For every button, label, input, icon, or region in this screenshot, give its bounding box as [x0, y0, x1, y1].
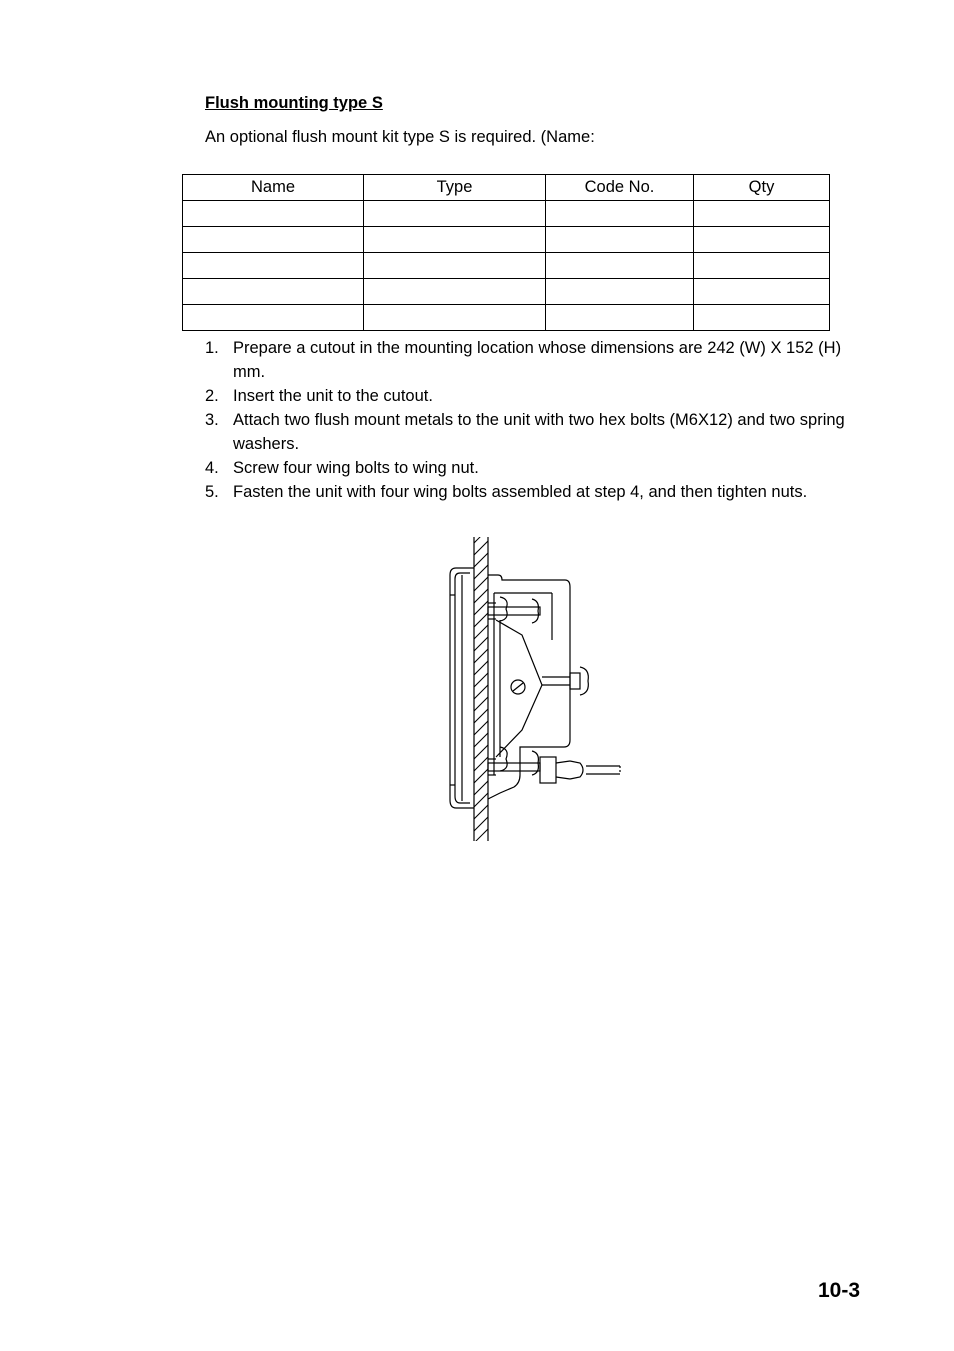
list-item — [205, 456, 870, 480]
unit-bezel — [450, 568, 474, 808]
step-number: 1. — [205, 339, 219, 357]
header-type: Type — [364, 175, 546, 201]
step-text: Insert the unit to the cutout. — [233, 387, 433, 405]
table-cell — [183, 253, 364, 279]
list-item — [205, 384, 870, 408]
intro-text: An optional flush mount kit type S is required. (Name: — [205, 128, 595, 146]
table-cell — [694, 201, 830, 227]
parts-table — [182, 174, 830, 331]
mounting-panel — [460, 535, 502, 845]
table-row — [183, 253, 830, 279]
table-cell — [694, 227, 830, 253]
table-header-row — [183, 175, 830, 201]
list-item — [205, 336, 870, 384]
step-number: 2. — [205, 387, 219, 405]
wing-bolt-upper — [488, 597, 540, 623]
flush-mount-metal — [496, 620, 570, 757]
header-name: Name — [183, 175, 364, 201]
hex-bolt — [511, 680, 525, 694]
table-row — [183, 201, 830, 227]
table-cell — [546, 253, 694, 279]
step-text: Fasten the unit with four wing bolts assembled at step 4, and then tighten nuts. — [233, 483, 808, 501]
header-code-no: Code No. — [546, 175, 694, 201]
wing-bolt-lower — [488, 747, 540, 775]
step-number: 4. — [205, 459, 219, 477]
step-text: Screw four wing bolts to wing nut. — [233, 459, 479, 477]
section-heading: Flush mounting type S — [205, 94, 383, 112]
table-row — [183, 227, 830, 253]
table-cell — [694, 279, 830, 305]
table-cell — [364, 305, 546, 331]
list-item — [205, 480, 870, 504]
cable-connector — [540, 757, 620, 783]
table-cell — [546, 279, 694, 305]
table-cell — [183, 305, 364, 331]
table-cell — [694, 253, 830, 279]
table-cell — [364, 279, 546, 305]
table-cell — [546, 227, 694, 253]
table-row — [183, 305, 830, 331]
step-text: Prepare a cutout in the mounting location whose dimensions are 242 (W) X 152 (H) mm. — [233, 339, 842, 381]
table-cell — [183, 279, 364, 305]
table-cell — [183, 227, 364, 253]
flush-mount-diagram — [440, 535, 630, 845]
table-cell — [694, 305, 830, 331]
table-cell — [546, 305, 694, 331]
step-number: 5. — [205, 483, 219, 501]
wing-nut-side — [570, 667, 588, 695]
table-row — [183, 279, 830, 305]
table-cell — [364, 227, 546, 253]
table-cell — [183, 201, 364, 227]
page-number: 10-3 — [818, 1279, 861, 1302]
list-item — [205, 408, 870, 456]
header-qty: Qty — [694, 175, 830, 201]
step-text: Attach two flush mount metals to the unit with two hex bolts (M6X12) and two spring washers. — [233, 411, 845, 453]
table-cell — [364, 201, 546, 227]
step-number: 3. — [205, 411, 219, 429]
table-cell — [546, 201, 694, 227]
steps-list — [205, 336, 870, 504]
table-cell — [364, 253, 546, 279]
